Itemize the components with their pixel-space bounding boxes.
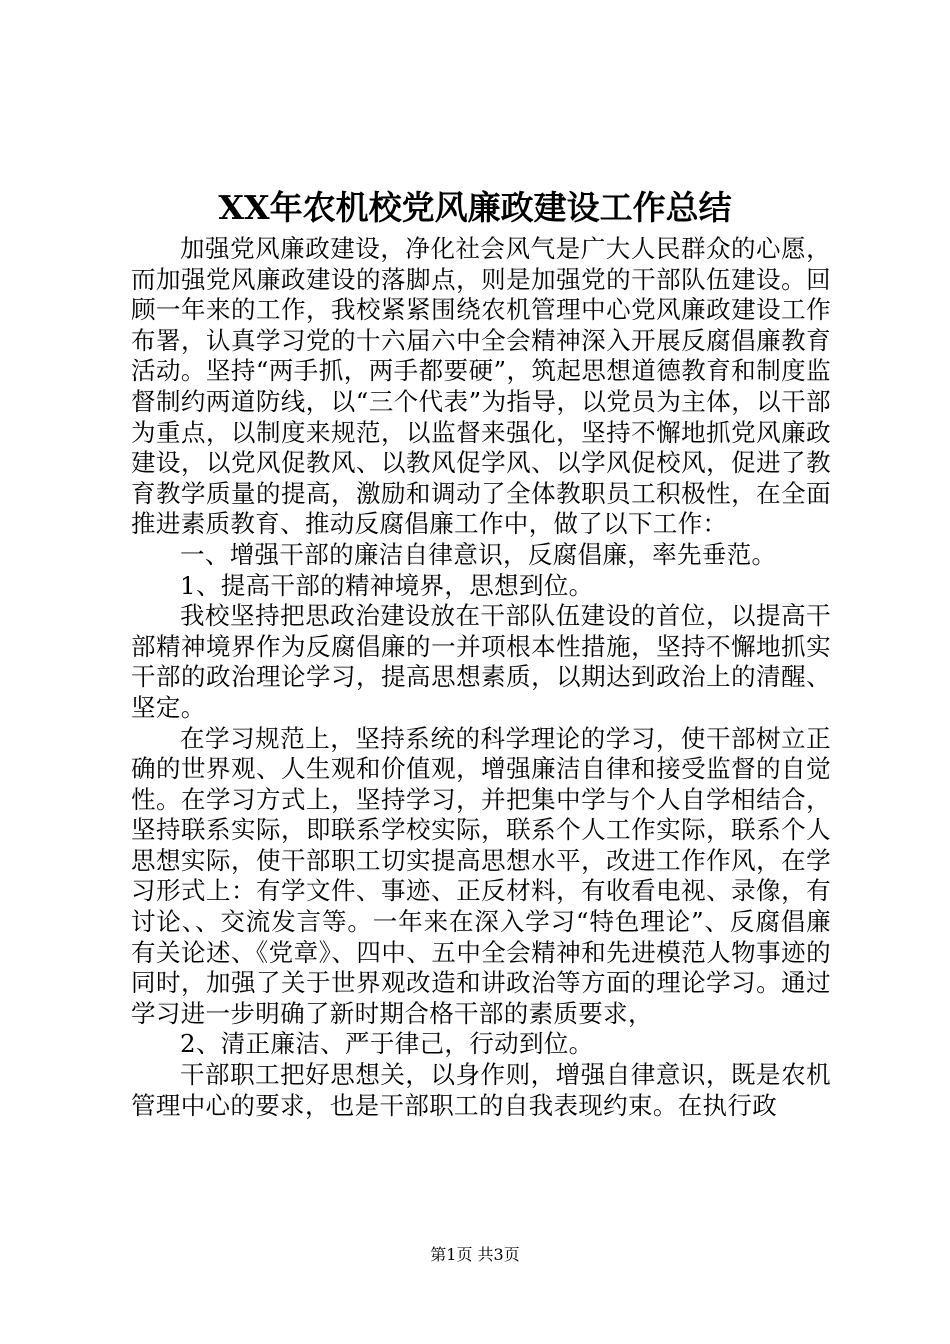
document-body <box>131 234 831 1121</box>
document-title: XX年农机校党风廉政建设工作总结 <box>218 188 732 227</box>
paragraph: 干部职工把好思想关，以身作则，增强自律意识，既是农机管理中心的要求，也是干部职工的自我表现约束。在执行政 <box>131 1060 831 1120</box>
paragraph: 加强党风廉政建设，净化社会风气是广大人民群众的心愿，而加强党风廉政建设的落脚点，则是加强党的干部队伍建设。回顾一年来的工作，我校紧紧围绕农机管理中心党风廉政建设工作布署，认真学习党的十六届六中全会精神深入开展反腐倡廉教育活动。坚持“两手抓，两手都要硬”，筑起思想道德教育和制度监督制约两道防线，以“三个代表”为指导，以党员为主体，以干部为重点，以制度来规范，以监督来强化，坚持不懈地抓党风廉政建设，以党风促教风、以教风促学风、以学风促校风，促进了教育教学质量的提高，激励和调动了全体教职员工积极性，在全面推进素质教育、推动反腐倡廉工作中，做了以下工作： <box>131 234 831 539</box>
paragraph: 在学习规范上，坚持系统的科学理论的学习，使干部树立正确的世界观、人生观和价值观，增强廉洁自律和接受监督的自觉性。在学习方式上，坚持学习，并把集中学与个人自学相结合，坚持联系实际，即联系学校实际，联系个人工作实际，联系个人思想实际，使干部职工切实提高思想水平，改进工作作风，在学习形式上：有学文件、事迹、正反材料，有收看电视、录像，有讨论、、交流发言等。一年来在深入学习“特色理论”、反腐倡廉有关论述、《党章》、四中、五中全会精神和先进模范人物事迹的同时，加强了关于世界观改造和讲政治等方面的理论学习。通过学习进一步明确了新时期合格干部的素质要求， <box>131 723 831 1028</box>
paragraph: 我校坚持把思政治建设放在干部队伍建设的首位，以提高干部精神境界作为反腐倡廉的一并项根本性措施，坚持不懈地抓实干部的政治理论学习，提高思想素质，以期达到政治上的清醒、坚定。 <box>131 601 831 722</box>
page-footer: 第1页 共3页 <box>430 1245 520 1264</box>
subsection-heading: 1、提高干部的精神境界，思想到位。 <box>180 570 594 600</box>
subsection-heading: 2、清正廉洁、严于律己，行动到位。 <box>180 1029 594 1059</box>
section-heading: 一、增强干部的廉洁自律意识，反腐倡廉，率先垂范。 <box>180 539 777 569</box>
